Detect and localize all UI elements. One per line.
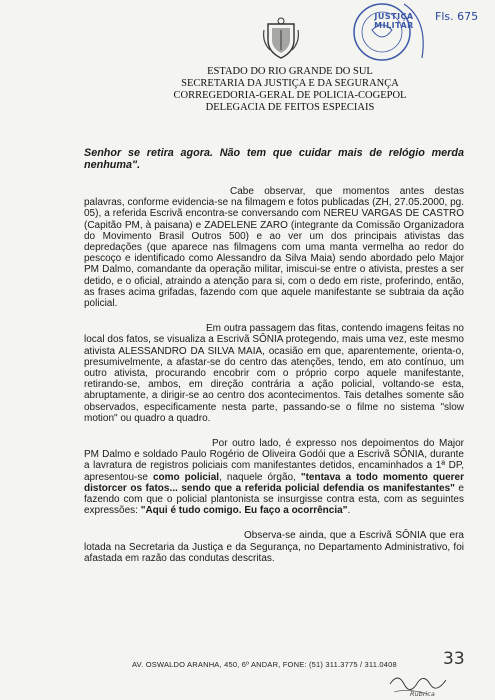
stamp-label: JUSTIÇA MILITAR [374,12,414,30]
folio-number [435,10,490,36]
paragraph-2: Em outra passagem das fitas, contendo imagens feitas no local dos fatos, se visualiza a Escrivã SÔNIA protegendo, mais uma vez, este mesmo ativista ALESSANDRO DA SILVA MAIA, ocasião em que, aparentemente, orienta-o, presumivelmente, a afastar-se do centro das atenções, tendo, em ato contínuo, um outro ativista, procurando encobrir com o próprio corpo aquele manifestante, retirando-se, ambos, em direção contrária a ação policial, voltando-se esta, abruptamente, a dirigir-se ao centro dos acontecimentos. Tais detalhes somente são observados, especificamente nesta parte, passando-se o filme no sistema "slow motion" ou quadro a quadro. [84,323,464,424]
paragraph-3-bold-d: "tentava a todo momento querer distorcer os fatos... sendo que a referida policial defendia os manifestantes" [84,471,464,494]
paragraph-3 [84,438,464,516]
paragraph-3-bold-f: "Aqui é tudo comigo. Eu faço a ocorrência" [140,505,348,517]
lead-quote: Senhor se retira agora. Não tem que cuidar mais de relógio merda nenhuma". [84,147,464,171]
paragraph-3-text-e: e fazendo com que o policial plantonista se insurgisse contra esta, com as seguintes expressões: [84,482,464,517]
header-line-1: ESTADO DO RIO GRANDE DO SUL [207,66,373,77]
coat-of-arms-icon [262,16,300,60]
header-line-4: DELEGACIA DE FEITOS ESPECIAIS [205,102,375,113]
paragraph-3-text-g: . [347,505,351,517]
paragraph-3-text-c: , naquele órgão, [219,471,301,483]
paragraph-1: Cabe observar, que momentos antes destas palavras, conforme evidencia-se na filmagem e fotos publicadas (ZH, 27.05.2000, pg. 05), a referida Escrivã encontra-se conversando com NEREU VARGAS DE CASTRO (Capitão PM, à paisana) e ZADELENE ZARO (integrante da Comissão Organizadora do Movimento Brasil Outros 500) e ao ver um dos principais ativistas das depredações (que aparece nas filmagens com uma manta vermelha ao redor do pescoço e identificado como Alessandro da Silva Maia) sendo abordado pelo Major PM Dalmo, comandante da operação militar, imiscui-se entre o ativista, prestes a ser detido, e o oficial, atraindo a atenção para si, com o dedo em riste, proferindo, então, as frases acima grifadas, fazendo com que aquele manifestante se subtraia da ação policial. [84,186,464,310]
signature-note: Rubrica [410,690,435,698]
folio-label: Fls. [435,10,454,23]
document-body [84,147,464,578]
official-stamp-icon [352,0,432,64]
footer-address: AV. OSWALDO ARANHA, 450, 6º ANDAR, FONE: (51) 311.3775 / 311.0408 [132,660,397,669]
header-line-2: SECRETARIA DA JUSTIÇA E DA SEGURANÇA [181,78,399,89]
header-line-3: CORREGEDORIA-GERAL DE POLICIA-COGEPOL [173,90,407,101]
handwritten-page-number: 33 [443,649,465,669]
paragraph-3-text-a: Por outro lado, é expresso nos depoimentos do Major PM Dalmo e soldado Paulo Rogério de Oliveira Godói que a Escrivã SÔNIA, durante a lavratura de registros policiais com manifestantes detidos, encaminhados a 1ª DP, apresentou-se [84,438,464,483]
paragraph-3-bold-b: como policial [152,471,220,483]
letterhead [120,66,460,114]
folio-value: 675 [457,10,479,23]
paragraph-4: Observa-se ainda, que a Escrivã SÔNIA que era lotada na Secretaria da Justiça e da Segurança, no Departamento Administrativo, foi afastada em razão das condutas descritas. [84,530,464,564]
